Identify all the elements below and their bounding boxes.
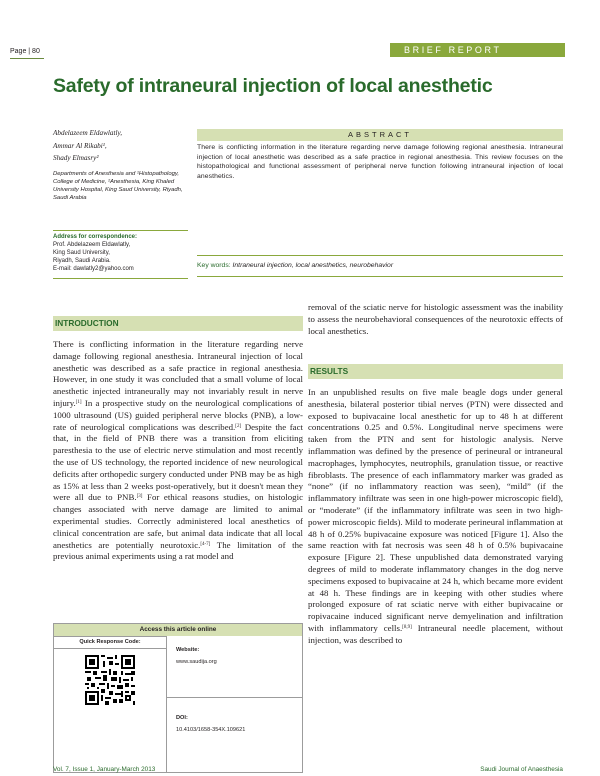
results-heading: RESULTS bbox=[308, 364, 563, 379]
citation: [2] bbox=[235, 423, 242, 429]
divider bbox=[53, 230, 188, 231]
divider bbox=[166, 636, 167, 772]
keywords-text: Intraneural injection, local anesthetics, neurobehavior bbox=[230, 262, 394, 269]
results-text: In an unpublished results on five male beagle dogs under general anesthesia, bilateral posterior tibial nerves (PTN) were dissected and exposed to bupivacaine local anesthetic for up to 48 h at different concentrations 0.25 and 0.5%. Longitudinal nerve specimens were taken from the PTN and sent for histologic analysis. Nerve inflammation was defined by the presence of perineural or intraneural macrophages, lymphocytes, neutrophils, granulation tissue, or reactive fibroblasts. The presence of each inflammatory marker was graded as “none” (if no inflammatory reaction was seen), “mild” (if the inflammatory infiltrate was seen in one high-power microscopic field), or “moderate” (if the inflammatory infiltrate was seen in two high-power microscopic fields). Mild to moderate perineural inflammation at 48 h of 0.25% bupivacaine exposure was noticed [Figure 1]. Also the same reaction with fat necrosis was seen 48 h of 0.5% bupivacaine exposure [Figure 2]. These unpublished data demonstrated varying degrees of mild to moderate inflammatory changes in the dog nerve specimens exposed to bupivacaine at 24 h, which became more evident at 48 h. These findings are in keeping with other studies where prolonged exposure of rat sciatic nerve with either bupivacaine or ropivacaine induced significant nerve demyelination and infiltration with inflammatory cells. bbox=[308, 387, 563, 633]
results-body bbox=[308, 387, 563, 647]
intro-text: Despite the fact that, in the field of PNB there was a transition from eliciting paresthesia to the use of electric nerve stimulation and most recently the use of US technology, the reported incidence of new neurological deficits after orthopedic surgery conducted under PNB may be as high as 15% at less than 2 weeks post-operatively, but it doesn't mean they were all due to PNB. bbox=[53, 421, 303, 503]
divider bbox=[197, 276, 563, 277]
access-online-box bbox=[53, 623, 303, 773]
abstract-heading: ABSTRACT bbox=[197, 129, 563, 141]
abstract-text: There is conflicting information in the literature regarding nerve damage following regional anesthesia. Intraneural injection of local anesthetic was described as a safe practice in regional anesthesia. This review focuses on the histopathological and functional assessment of peripheral nerve function following intraneural injection of local anesthetics. bbox=[197, 144, 563, 181]
introduction-body bbox=[53, 339, 303, 563]
doi-label: DOI: bbox=[176, 715, 188, 721]
correspondence-line: Riyadh, Saudi Arabia. bbox=[53, 258, 111, 264]
right-column-continuation: removal of the sciatic nerve for histologic assessment was the inability to assess the neurobehavioral consequences of the neurotoxic effects of local anesthetics. bbox=[308, 302, 563, 336]
author-name: Shady Elmasry² bbox=[53, 154, 99, 162]
keywords bbox=[197, 262, 563, 269]
keywords-label: Key words: bbox=[197, 262, 231, 269]
page-number: Page | 80 bbox=[10, 48, 40, 55]
correspondence-line: King Saud University, bbox=[53, 250, 110, 256]
website-link[interactable]: www.saudija.org bbox=[176, 659, 217, 665]
divider bbox=[197, 255, 563, 256]
citation: [4-7] bbox=[200, 541, 211, 547]
website-label: Website: bbox=[176, 647, 200, 653]
introduction-heading: INTRODUCTION bbox=[53, 316, 303, 331]
correspondence-block bbox=[53, 233, 193, 273]
qr-code-label: Quick Response Code: bbox=[54, 636, 166, 649]
page-number-rule bbox=[10, 58, 44, 59]
author-list bbox=[53, 127, 183, 165]
qr-code-icon[interactable] bbox=[85, 655, 135, 705]
correspondence-email: E-mail: dawlatly2@yahoo.com bbox=[53, 266, 134, 272]
access-box-title: Access this article online bbox=[54, 624, 302, 636]
intro-text: The limitation of the previous animal experiments using a rat model and bbox=[53, 539, 303, 562]
intro-text: For ethical reasons studies, on histologic changes associated with nerve damage are limited to animal experimental studies. Correctly administered local anesthetics of clinical concentration are safe, but animal data indicate that all local anesthetics are potentially neurotoxic. bbox=[53, 492, 303, 550]
footer-issue: Vol. 7, Issue 1, January-March 2013 bbox=[53, 766, 156, 773]
author-name: Ammar Al Rikabi¹, bbox=[53, 141, 107, 150]
divider bbox=[53, 278, 188, 279]
intro-text: In a prospective study on the neurological complications of 1000 ultrasound (US) guided peripheral nerve blocks (PNB), a low-rate of neurological complications was described. bbox=[53, 397, 303, 432]
affiliation: Departments of Anesthesia and ¹Histopathology, College of Medicine, ²Anesthesia, King Khaled University Hospital, King Saud University, Riyadh, Saudi Arabia bbox=[53, 171, 183, 201]
citation: [1] bbox=[75, 399, 82, 405]
author-name: Abdelazeem Eldawlatly, bbox=[53, 129, 123, 137]
doi-value[interactable]: 10.4103/1658-354X.109621 bbox=[176, 727, 246, 733]
footer-journal: Saudi Journal of Anaesthesia bbox=[480, 766, 563, 773]
article-title: Safety of intraneural injection of local anesthetic bbox=[53, 75, 493, 97]
citation: [8,9] bbox=[402, 624, 412, 630]
citation: [3] bbox=[136, 494, 143, 500]
section-label-bar: BRIEF REPORT bbox=[390, 43, 565, 57]
results-text: Intraneural needle placement, without injection, was described to bbox=[308, 622, 563, 645]
correspondence-heading: Address for correspondence: bbox=[53, 234, 138, 240]
intro-text: There is conflicting information in the literature regarding nerve damage following regional anesthesia. Intraneural injection of local anesthetic was described as a safe practice in regional anesthesia. However, in one study it was concluded that a small volume of local anesthetic injected intraneurally may not invariably result in nerve injury. bbox=[53, 339, 303, 408]
divider bbox=[167, 697, 302, 698]
correspondence-name: Prof. Abdelazeem Eldawlatly, bbox=[53, 242, 131, 248]
